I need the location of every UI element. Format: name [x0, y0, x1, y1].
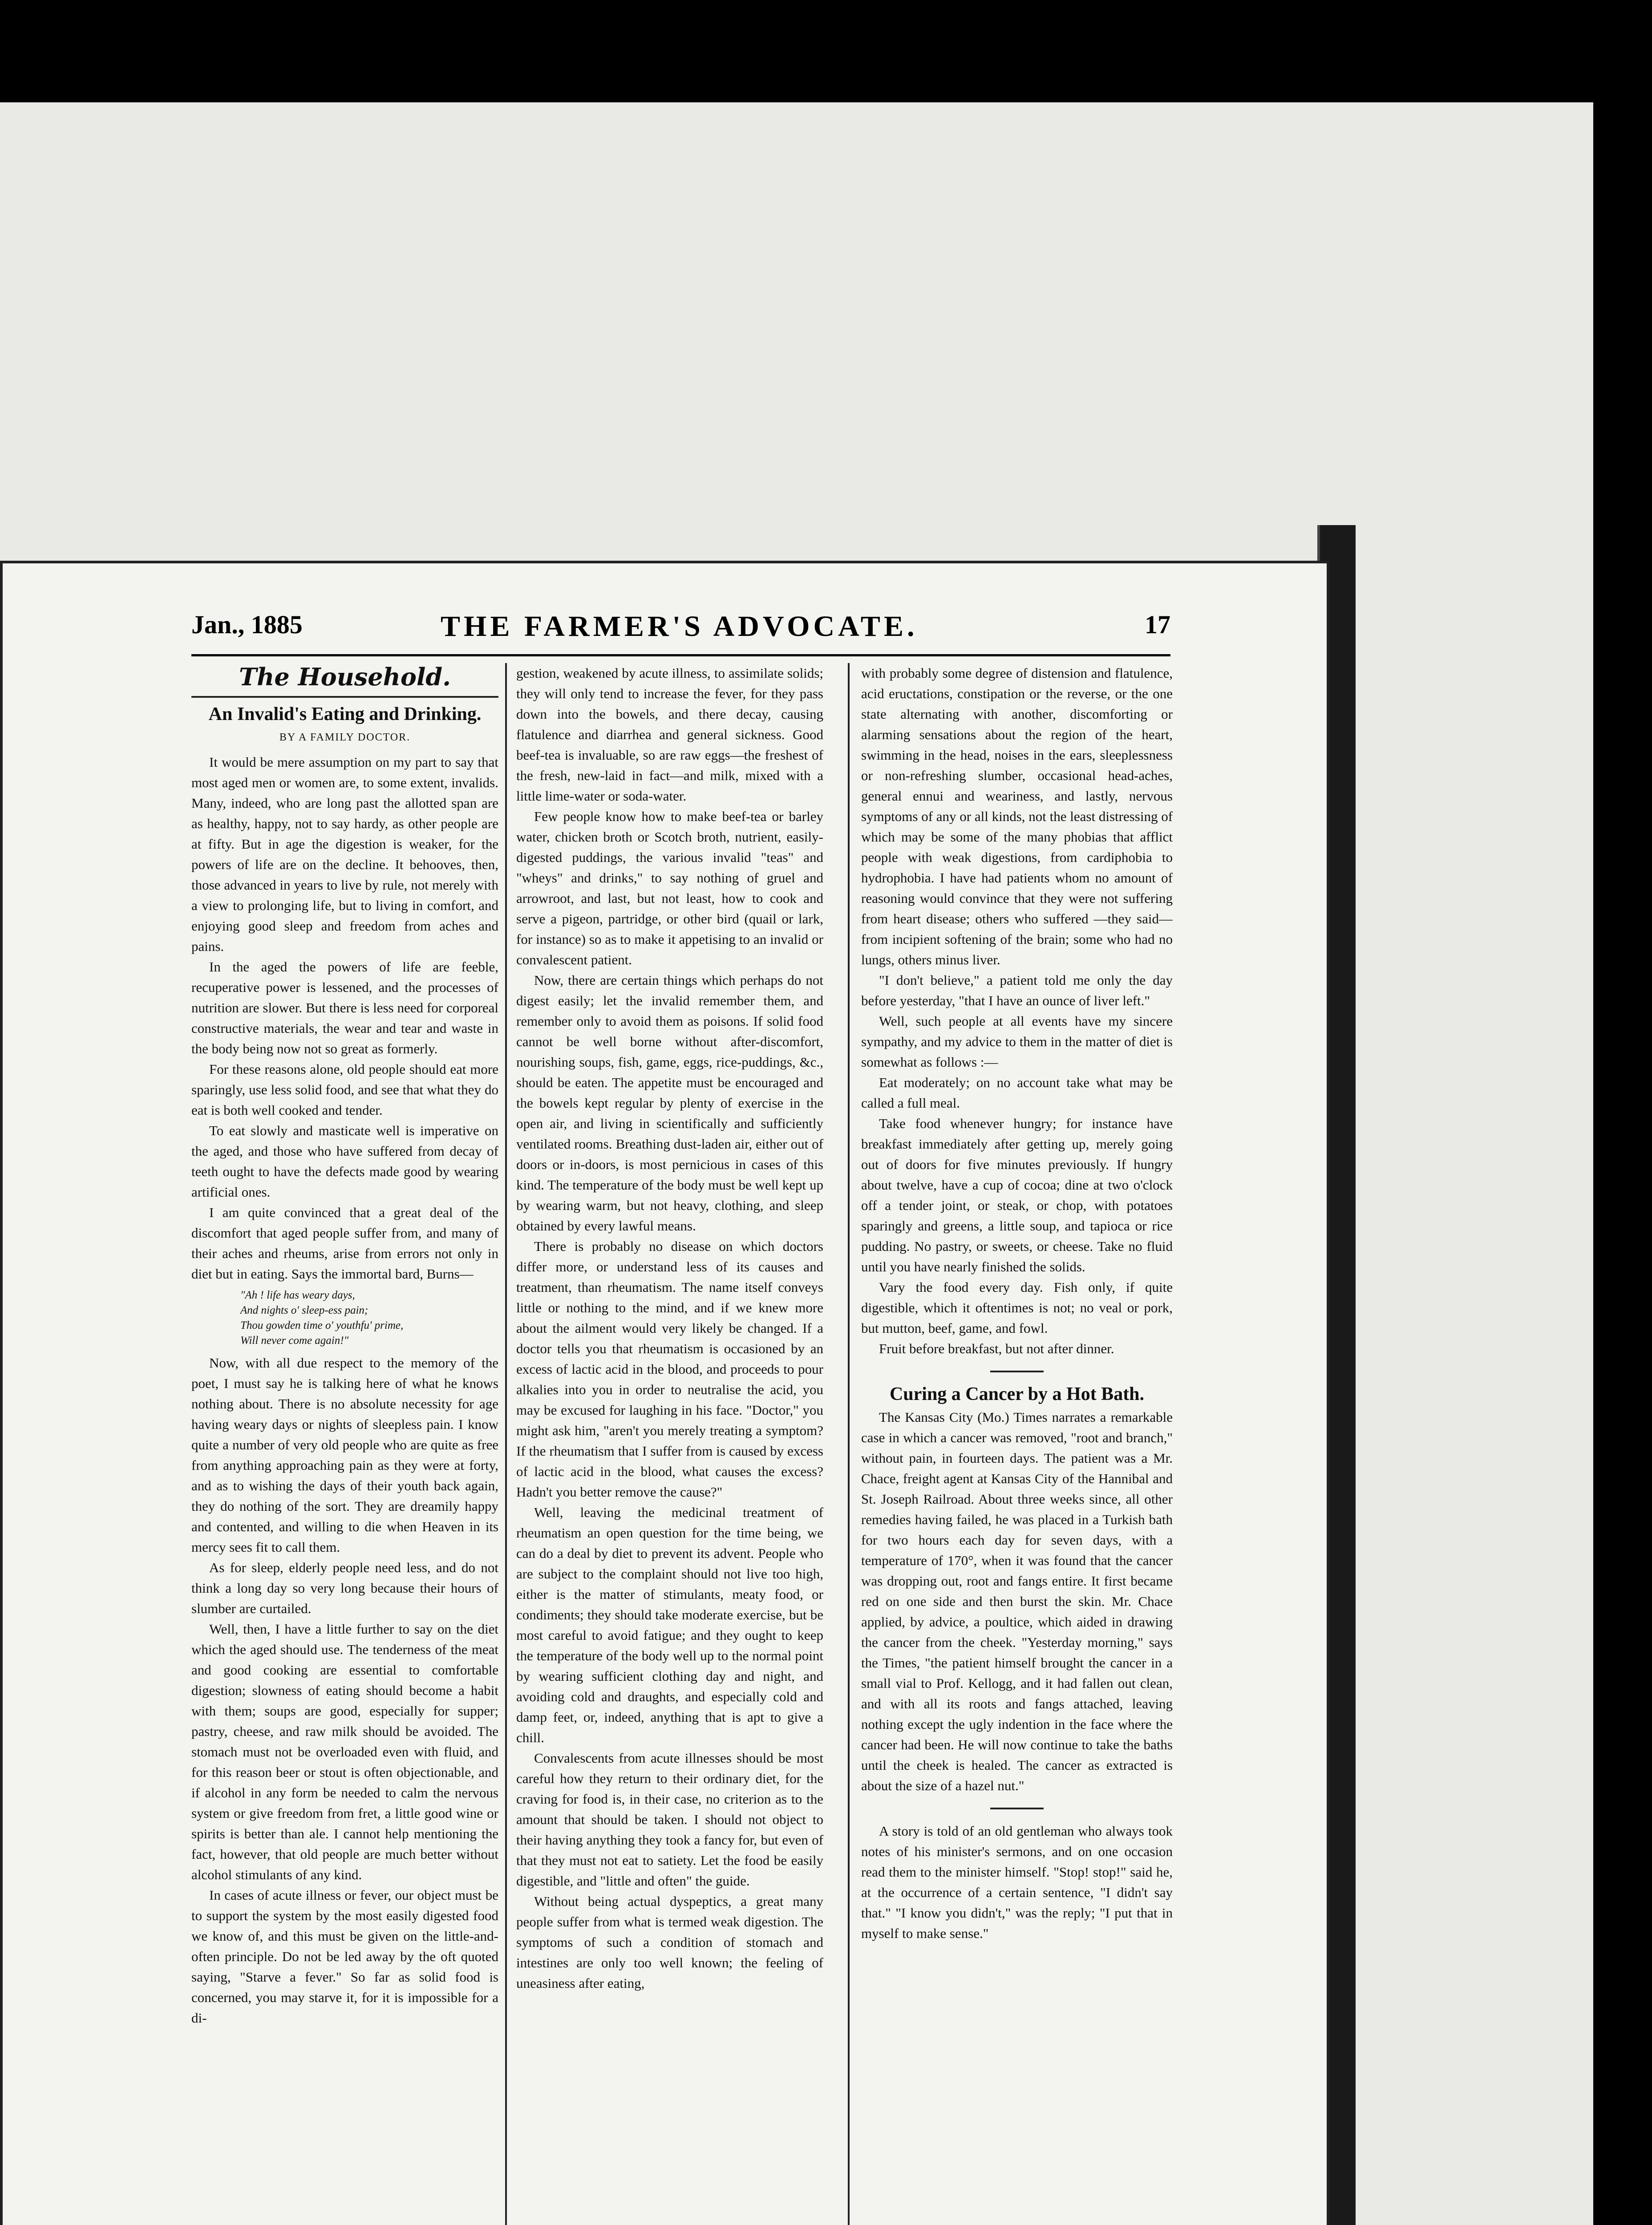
- paragraph: In cases of acute illness or fever, our object must be to support the system by the most easily digested food we know of, and this must be given on the little-and-often principle. Do not be led away by the oft quoted saying, "Starve a fever." So far as solid food is concerned, you may starve it, for it is impossible for a di-: [191, 1887, 498, 2026]
- paragraph: Well, then, I have a little further to say on the diet which the aged should use. The tenderness of the meat and good cooking are essential to comfortable digestion; slowness of eating should become a habit with them; soups are good, especially for supper; pastry, cheese, and raw milk should be avoided. The stomach must not be overloaded even with fluid, and for this reason beer or stout is often objectionable, and if alcohol in any form be needed to calm the nervous system or give freedom from fret, a little good wine or spirits is better than ale. I cannot help mentioning the fact, however, that old people are much better without alcohol stimulants of any kind.: [191, 1621, 498, 1882]
- page-header: [191, 610, 1170, 656]
- column-2: [516, 663, 823, 2225]
- article-title: Curing a Cancer by a Hot Bath.: [889, 1384, 1145, 1404]
- poem-line: And nights o' sleep-ess pain;: [240, 1304, 368, 1316]
- heading-rule: [191, 696, 498, 698]
- page-number: 17: [1145, 610, 1170, 639]
- paragraph: Well, such people at all events have my sincere sympathy, and my advice to them in the matter of diet is somewhat as follows :—: [861, 1013, 1173, 1070]
- poem-line: Thou gowden time o' youthfu' prime,: [240, 1319, 404, 1331]
- byline: BY A FAMILY DOCTOR.: [279, 732, 411, 743]
- column-3: [861, 663, 1173, 2225]
- paragraph: There is probably no disease on which doctors differ more, or understand less of its causes and treatment, than rheumatism. The name itself conveys little or nothing to the mind, and if we knew more about the ailment would very likely be changed. If a doctor tells you that rheumatism is occasioned by an excess of lactic acid in the blood, and proceeds to pour alkalies into you in order to neutralise the acid, you may be excused for laughing in his face. "Doctor," you might ask him, "aren't you merely treating a symptom? If the rheumatism that I suffer from is caused by excess of lactic acid in the blood, what causes the excess? Hadn't you better remove the cause?": [516, 1238, 823, 1500]
- paragraph: Vary the food every day. Fish only, if quite digestible, which it oftentimes is not; no veal or pork, but mutton, beef, game, and fowl.: [861, 1279, 1173, 1336]
- poem-quote: [240, 1288, 498, 1348]
- article-divider: [990, 1808, 1044, 1809]
- paragraph: For these reasons alone, old people should eat more sparingly, use less solid food, and see that what they do eat is both well cooked and tender.: [191, 1061, 498, 1118]
- paragraph: Without being actual dyspeptics, a great many people suffer from what is termed weak digestion. The symptoms of such a condition of stomach and intestines are only too well known; the feeling of uneasiness after eating,: [516, 1893, 823, 1991]
- paragraph: Take food whenever hungry; for instance have breakfast immediately after getting up, merely going out of doors for five minutes previously. If hungry about twelve, have a cup of cocoa; dine at two o'clock off a tender joint, or steak, or chop, with potatoes sparingly and greens, a little soup, and tapioca or rice pudding. No pastry, or sweets, or cheese. Take no fluid until you have nearly finished the solids.: [861, 1116, 1173, 1274]
- paragraph: gestion, weakened by acute illness, to assimilate solids; they will only tend to increase the fever, for they pass down into the bowels, and there decay, causing flatulence and diarrhea and general sickness. Good beef-tea is invaluable, so are raw eggs—the freshest of the fresh, new-laid in fact—and milk, mixed with a little lime-water or soda-water.: [516, 665, 823, 804]
- article-title: An Invalid's Eating and Drinking.: [208, 704, 482, 724]
- column-rule: [505, 663, 507, 2225]
- poem-line: "Ah ! life has weary days,: [240, 1289, 355, 1301]
- paragraph: In the aged the powers of life are feeble, recuperative power is lessened, and the processes of nutrition are slower. But there is less need for corporeal constructive materials, the wear and tear and waste in the body being now not so great as formerly.: [191, 959, 498, 1056]
- issue-date: Jan., 1885: [191, 610, 303, 639]
- paragraph: Few people know how to make beef-tea or barley water, chicken broth or Scotch broth, nutrient, easily-digested puddings, the various invalid "teas" and "wheys" and drinks," to say nothing of gruel and arrowroot, and last, but not least, how to cook and serve a pigeon, partridge, or other bird (quail or lark, for instance) so as to make it appetising to an invalid or convalescent patient.: [516, 809, 823, 967]
- paragraph: As for sleep, elderly people need less, and do not think a long day so very long because their hours of slumber are curtailed.: [191, 1560, 498, 1616]
- paragraph: "I don't believe," a patient told me only the day before yesterday, "that I have an ounce of liver left.": [861, 972, 1173, 1008]
- poem-line: Will never come again!": [240, 1335, 349, 1347]
- column-1: [191, 663, 498, 2225]
- masthead-title: THE FARMER'S ADVOCATE.: [441, 610, 918, 643]
- paragraph: It would be mere assumption on my part to say that most aged men or women are, to some extent, invalids. Many, indeed, who are long past the allotted span are as healthy, happy, not to say hardy, as other people are at fifty. But in age the digestion is weaker, for the powers of life are on the decline. It behooves, then, those advanced in years to live by rule, not merely with a view to prolonging life, but to living in comfort, and enjoying good sleep and freedom from aches and pains.: [191, 754, 498, 954]
- paragraph: The Kansas City (Mo.) Times narrates a remarkable case in which a cancer was removed, "root and branch," without pain, in fourteen days. The patient was a Mr. Chace, freight agent at Kansas City of the Hannibal and St. Joseph Railroad. About three weeks since, all other remedies having failed, he was placed in a Turkish bath for two hours each day for seven days, with a temperature of 170°, when it was found that the cancer was dropping out, root and fangs entire. It first became red on one side and then burst the skin. Mr. Chace applied, by advice, a poultice, which aided in drawing the cancer from the cheek. "Yesterday morning," says the Times, "the patient himself brought the cancer in a small vial to Prof. Kellogg, and it had fallen out clean, and with all its roots and fangs attached, leaving nothing except the ugly indention in the face where the cancer had been. He will now continue to take the baths until the cheek is healed. The cancer as extracted is about the size of a hazel nut.": [861, 1409, 1173, 1793]
- paragraph: Now, there are certain things which perhaps do not digest easily; let the invalid remember them, and remember only to avoid them as poisons. If solid food cannot be well borne without after-discomfort, nourishing soups, fish, game, eggs, rice-puddings, &c., should be eaten. The appetite must be encouraged and the bowels kept regular by plenty of exercise in the open air, and living in scientifically and sufficiently ventilated rooms. Breathing dust-laden air, either out of doors or in-doors, is most pernicious in cases of this kind. The temperature of the body must be well kept up by wearing warm, but not heavy, clothing, and sleep obtained by every lawful means.: [516, 972, 823, 1234]
- paragraph: To eat slowly and masticate well is imperative on the aged, and those who have suffered from decay of teeth ought to have the defects made good by wearing artificial ones.: [191, 1123, 498, 1200]
- paragraph: A story is told of an old gentleman who always took notes of his minister's sermons, and on one occasion read them to the minister himself. "Stop! stop!" said he, at the occurrence of a certain sentence, "I didn't say that." "I know you didn't," was the reply; "I put that in myself to make sense.": [861, 1823, 1173, 1941]
- paragraph: Now, with all due respect to the memory of the poet, I must say he is talking here of what he knows nothing about. There is no absolute necessity for age having weary days or nights of sleepless pain. I know quite a number of very old people who are quite as free from anything approaching pain as they were at forty, and as to wishing the days of their youth back again, they do nothing of the sort. They are dreamily happy and contented, and willing to die when Heaven in its mercy sees fit to call them.: [191, 1355, 498, 1555]
- paragraph: with probably some degree of distension and flatulence, acid eructations, constipation or the reverse, or the one state alternating with another, discomforting or alarming sensations about the region of the heart, swimming in the head, noises in the ears, sleeplessness or non-refreshing slumber, occasional head-aches, general ennui and weariness, and lastly, nervous symptoms of any or all kinds, not the least distressing of which may be some of the many phobias that afflict people with weak digestions, from cardiphobia to hydrophobia. I have had patients whom no amount of reasoning would convince that they were not suffering from heart disease; others who suffered —they said—from incipient softening of the brain; some who had no lungs, others minus liver.: [861, 665, 1173, 967]
- section-heading: The Household.: [239, 663, 451, 691]
- article-divider: [990, 1371, 1044, 1372]
- paragraph: Well, leaving the medicinal treatment of rheumatism an open question for the time being, we can do a deal by diet to prevent its advent. People who are subject to the complaint should not live too high, either is the matter of stimulants, meaty food, or condiments; they should take moderate exercise, but be most careful to avoid fatigue; and they ought to keep the temperature of the body well up to the normal point by wearing sufficient clothing day and night, and avoiding cold and draughts, and especially cold and damp feet, or, indeed, anything that is apt to give a chill.: [516, 1505, 823, 1745]
- column-rule: [848, 663, 850, 2225]
- paragraph: I am quite convinced that a great deal of the discomfort that aged people suffer from, and many of their aches and rheums, arise from errors not only in diet but in eating. Says the immortal bard, Burns—: [191, 1205, 498, 1282]
- paragraph: Fruit before breakfast, but not after dinner.: [879, 1341, 1114, 1356]
- paragraph: Convalescents from acute illnesses should be most careful how they return to their ordinary diet, for the craving for food is, in their case, no criterion as to the amount that should be taken. I should not object to their having anything they took a fancy for, but even of that they must not eat to satiety. Let the food be easily digestible, and "little and often" the guide.: [516, 1750, 823, 1889]
- paragraph: Eat moderately; on no account take what may be called a full meal.: [861, 1075, 1173, 1111]
